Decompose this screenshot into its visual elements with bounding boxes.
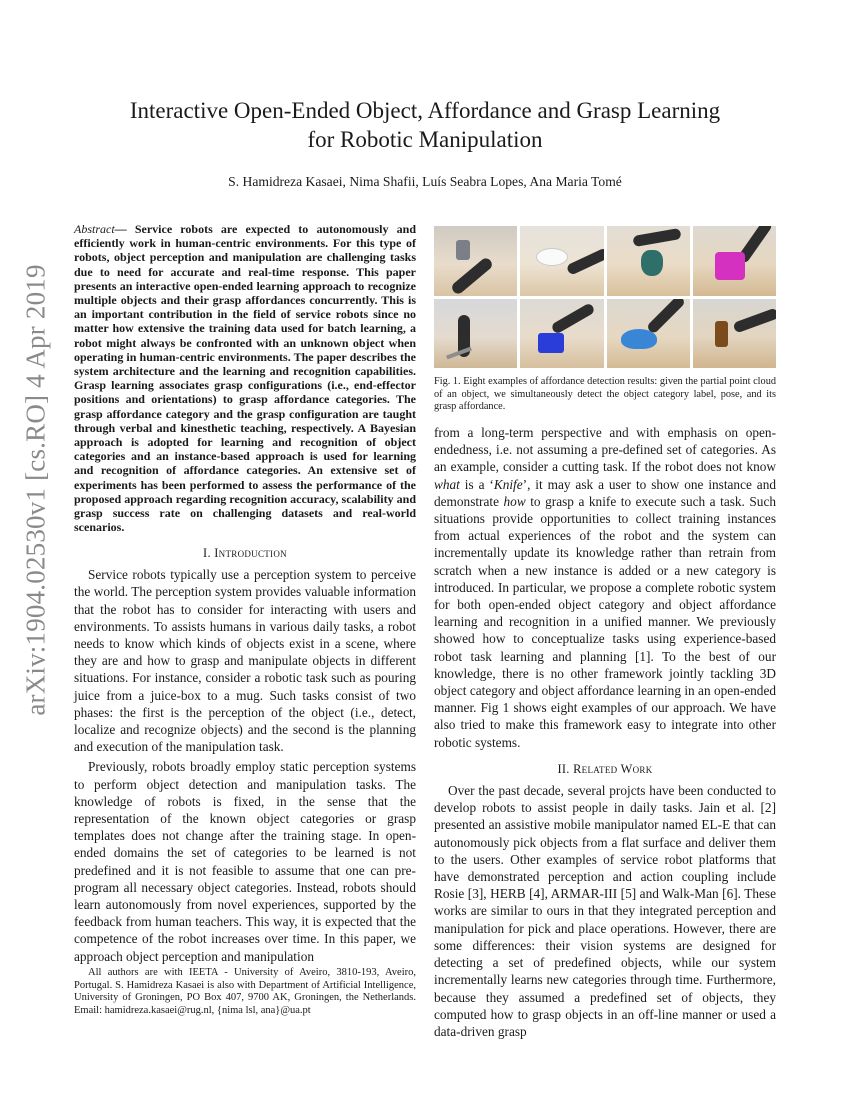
abstract <box>74 222 416 534</box>
figure-thumb-1 <box>434 226 517 296</box>
figure-thumb-5 <box>434 299 517 369</box>
related-work-paragraph-1: Over the past decade, several projcts have been conducted to develop robots to assist people in daily tasks. Jain et al. [2] presented an assistive mobile manipulator named EL-E that can autonomously pick objects from a flat surface and deliver them to the users. Other examples of service robot platforms that have demonstrated perception and action coupling include Rosie [3], HERB [4], ARMAR-III [5] and Walk-Man [6]. These works are similar to ours in that they integrated perception and manipulation for pick and place operations. However, there are some differences: their vision systems are designed for detecting a set of predefined objects, while our system incrementally learns new categories through time. Furthermore, because they assumed a predefined set of objects, they computed how to grasp objects in an off-line manner or used a data-driven grasp <box>434 783 776 1039</box>
figure-1-grid <box>434 226 776 368</box>
intro-paragraph-1: Service robots typically use a perception system to perceive the world. The perception system provides valuable information that the robot has to consider for interacting with users and environments. To assists humans in various daily tasks, a robot needs to know which kinds of objects exist in a scene, where they are and how to grasp and manipulate objects in different situations. For instance, consider a robotic task such as pouring juice from a juice-box to a mug. Such tasks consist of two phases: the first is the perception of the object (i.e., detect, localize and recognize objects) and the second is the planning and execution of the manipulation task. <box>74 567 416 755</box>
footnote-text: All authors are with IEETA - University of Aveiro, 3810-193, Aveiro, Portugal. S. Hamidreza Kasaei is also with Department of Artificial Intelligence, University of Groningen, PO Box 407, 9700 AK, Groningen, the Netherlands. Email: hamidreza.kasaei@rug.nl, {nima lsl, ana}@ua.pt <box>74 967 416 1016</box>
figure-thumb-3 <box>607 226 690 296</box>
intro-paragraph-3: from a long-term perspective and with emphasis on open-endedness, i.e. not assuming a pre-defined set of categories. As an example, consider a cutting task. If the robot does not know what is a ‘Knife’, it may ask a user to show one instance and demonstrate how to grasp a knife to execute such a task. Such situations provide opportunities to collect training instances from actual experiences of the robot and the system can incrementally update its knowledge rather than retrain from scratch when a new instance is added or a new category is introduced. In particular, we propose a complete robotic system for both open-ended object category and object affordance learning and recognition in a unified manner. We previously showed how to conceptualize tasks using experience-based robot task learning and planning [1]. To the best of our knowledge, there is no other framework jointly tackling 3D object category and object affordance learning in an open-ended manner. Fig 1 shows eight examples of our approach. We have also tried to make this framework easy to integrate into other robotic systems. <box>434 425 777 750</box>
title-line-1: Interactive Open-Ended Object, Affordance and Grasp Learning <box>129 98 721 123</box>
authors: S. Hamidreza Kasaei, Nima Shafii, Luís Seabra Lopes, Ana Maria Tomé <box>228 174 622 189</box>
footnote <box>74 967 416 1017</box>
title-line-2: for Robotic Manipulation <box>307 127 543 152</box>
right-column-body <box>434 424 776 1040</box>
figure-thumb-2 <box>520 226 603 296</box>
arxiv-stamp-text: arXiv:1904.02530v1 [cs.RO] 4 Apr 2019 <box>20 264 51 716</box>
figure-thumb-8 <box>693 299 776 369</box>
abstract-text: — Service robots are expected to autonomously and efficiently work in human-centric environments. For this type of robots, object perception and manipulation are challenging tasks due to need for accurate and real-time response. This paper presents an interactive open-ended learning approach to recognize multiple objects and their grasp affordances concurrently. This is an important contribution in the field of service robots since no matter how extensive the training data used for batch learning, a robot might always be confronted with an unknown object when operating in human-centric environments. The paper describes the system architecture and the learning and recognition capabilities. Grasp learning associates grasp configurations (i.e., end-effector positions and orientations) to grasp affordance categories. The grasp affordance category and the grasp configuration are taught through verbal and kinesthetic teaching, respectively. A Bayesian approach is adopted for learning and recognition of object categories and an instance-based approach is used for learning and recognition of affordance categories. An extensive set of experiments has been performed to assess the performance of the proposed approach regarding recognition accuracy, scalability and grasp success rate on challenging datasets and real-world scenarios. <box>74 222 416 535</box>
figure-caption: Fig. 1. Eight examples of affordance detection results: given the partial point cloud of an object, we simultaneously detect the object category label, pose, and its grasp affordance. <box>434 376 776 413</box>
section-heading-introduction: I. Introduction <box>203 546 287 560</box>
introduction-section <box>74 538 416 965</box>
figure-thumb-6 <box>520 299 603 369</box>
figure-thumb-7 <box>607 299 690 369</box>
arxiv-stamp <box>6 240 66 740</box>
abstract-lead: Abstract <box>74 222 115 236</box>
section-heading-related-work: II. Related Work <box>557 761 653 776</box>
figure-thumb-4 <box>693 226 776 296</box>
intro-paragraph-2: Previously, robots broadly employ static perception systems to perform object detection and manipulation tasks. The knowledge of robots is fixed, in the sense that the representation of the known object categories or grasp templates does not change after the training stage. In open-ended domains the set of categories to be learned is not predefined and it is not feasible to assume that one can pre-program all necessary object categories. Instead, robots should learn autonomously from novel experiences, supported by the feedback from human teachers. This way, it is expected that the competence of the robot increases over time. In this paper, we approach object perception and manipulation <box>74 759 416 964</box>
paper-title <box>60 96 790 154</box>
